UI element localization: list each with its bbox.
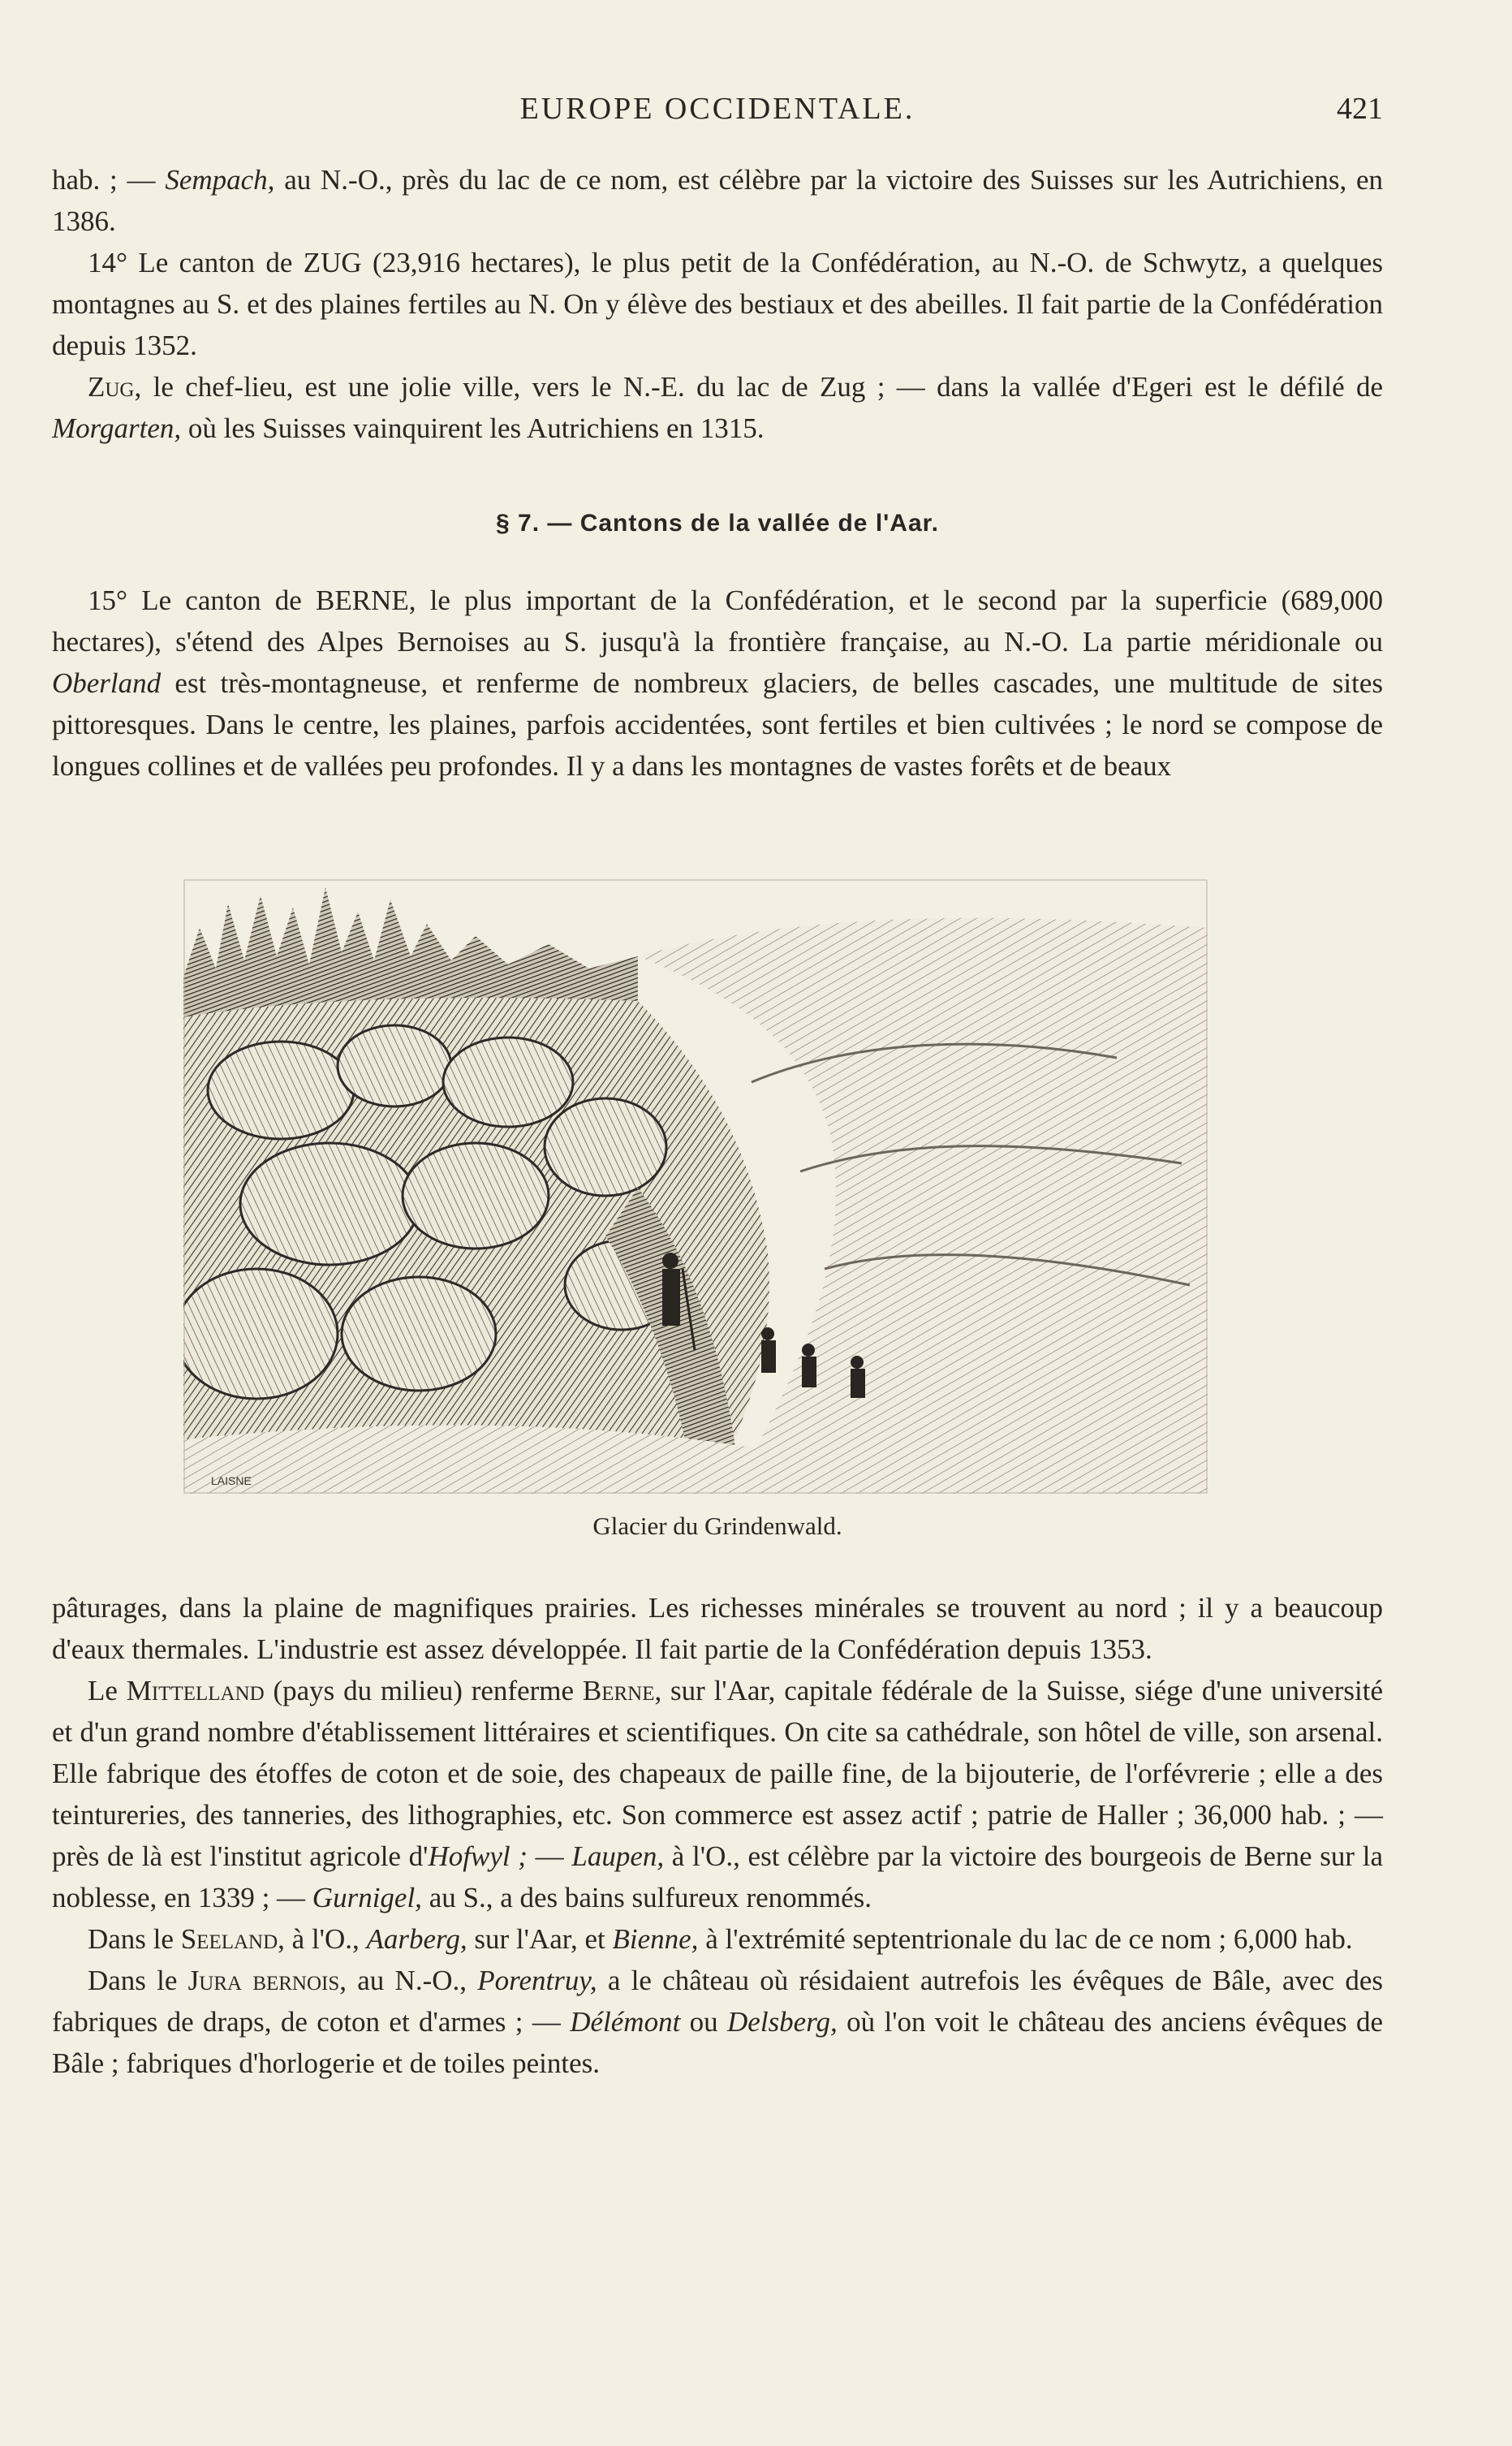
place-name-bienne: Bienne, <box>612 1923 699 1955</box>
running-header <box>52 91 1383 140</box>
place-name-hofwyl: Hofwyl ; <box>428 1840 528 1872</box>
place-name-zug: Zug <box>88 371 135 403</box>
text-run: où l'on voit le château des anciens évêques de Bâle ; fabriques d'horlogerie et de toiles peintes. <box>52 2006 1384 2079</box>
engraver-signature: LAISNE <box>211 1474 252 1487</box>
text-run: Dans le <box>88 1923 181 1955</box>
region-name-jura-bernois: Jura bernois <box>187 1965 340 1996</box>
text-run: est très-montagneuse, et renferme de nombreux glaciers, de belles cascades, une multitude de sites pittoresques. Dans le centre, les plaines, parfois accidentées, sont fertiles et bien cultivées ; le nord se compose de longues collines et de vallées peu profondes. Il y a dans les montagnes de vastes forêts et de beaux <box>52 667 1383 782</box>
place-name-berne: Berne <box>582 1675 655 1706</box>
text-block-berne <box>52 580 1383 787</box>
text-run: — <box>527 1840 572 1872</box>
text-run: a le château où résidaient autrefois les évêques de Bâle, avec des fabriques de draps, de coton et d'armes ; — <box>52 1965 1383 2038</box>
place-name-aarberg: Aarberg, <box>366 1923 467 1955</box>
text-run: à l'extrémité septentrionale du lac de ce nom ; 6,000 hab. <box>698 1923 1353 1955</box>
text-run: hab. ; — <box>52 164 166 196</box>
paragraph-jura-bernois <box>52 1960 1383 2084</box>
text-run: 15° Le canton de BERNE, le plus important de la Confédération, et le second par la superficie (689,000 hectares), s'étend des Alpes Bernoises au S. jusqu'à la frontière française, au N.-O. La partie méridionale ou <box>52 585 1383 658</box>
text-block-bottom <box>52 1587 1383 2084</box>
page-number: 421 <box>1337 92 1383 126</box>
figure-caption: Glacier du Grindenwald. <box>592 1512 842 1540</box>
place-name-delsberg: Delsberg, <box>727 2006 838 2038</box>
running-title: EUROPE OCCIDENTALE. <box>519 92 915 126</box>
text-run: où les Suisses vainquirent les Autrichiens en 1315. <box>181 412 765 444</box>
text-run: à l'O., est célèbre par la victoire des bourgeois de Berne sur la noblesse, en 1339 ; — <box>52 1840 1384 1913</box>
text-run: Le <box>88 1675 127 1706</box>
text-run: ou <box>680 2006 728 2038</box>
text-run: sur l'Aar, et <box>467 1923 613 1955</box>
paragraph-sempach <box>52 159 1383 242</box>
place-name-laupen: Laupen, <box>571 1840 665 1872</box>
text-run: , au N.-O., <box>339 1965 478 1996</box>
paragraph-zug-city <box>52 366 1383 449</box>
region-name-mittelland: Mittelland <box>126 1675 265 1706</box>
text-run: , sur l'Aar, capitale fédérale de la Suisse, siége d'une université et d'un grand nombre d'établissement littéraires et scientifiques. On cite sa cathédrale, son hôtel de ville, son arsenal. Elle fabrique des étoffes de coton et de soie, des chapeaux de paille fine, de la bijouterie, de l'orfévrerie ; elle a des teintureries, des tanneries, des lithographies, etc. Son commerce est assez actif ; patrie de Haller ; 36,000 hab. ; — près de là est l'institut agricole d' <box>52 1675 1384 1872</box>
text-run: au S., a des bains sulfureux renommés. <box>421 1882 872 1913</box>
text-run: au N.-O., près du lac de ce nom, est célèbre par la victoire des Suisses sur les Autrichiens, en 1386. <box>52 164 1383 237</box>
place-name-oberland: Oberland <box>52 667 162 699</box>
text-run: , à l'O., <box>278 1923 367 1955</box>
paragraph-mittelland <box>52 1670 1383 1918</box>
place-name-porentruy: Porentruy, <box>477 1965 597 1996</box>
region-name-seeland: Seeland <box>180 1923 278 1955</box>
paragraph-berne <box>52 580 1383 787</box>
paragraph-seeland <box>52 1918 1383 1960</box>
engraving-scene <box>183 879 1208 1494</box>
place-name-delemont: Délémont <box>570 2006 681 2038</box>
text-run: , le chef-lieu, est une jolie ville, vers le N.-E. du lac de Zug ; — dans la vallée d'Egeri est le défilé de <box>134 371 1383 403</box>
text-run: (pays du milieu) renferme <box>264 1675 583 1706</box>
paragraph-paturages: pâturages, dans la plaine de magnifiques prairies. Les richesses minérales se trouvent au nord ; il y a beaucoup d'eaux thermales. L'industrie est assez développée. Il fait partie de la Confédération depuis 1353. <box>52 1592 1383 1665</box>
place-name-sempach: Sempach, <box>165 164 275 196</box>
place-name-gurnigel: Gurnigel, <box>312 1882 422 1913</box>
place-name-morgarten: Morgarten, <box>52 412 182 444</box>
paragraph-zug: 14° Le canton de ZUG (23,916 hectares), le plus petit de la Confédération, au N.-O. de Schwytz, a quelques montagnes au S. et des plaines fertiles au N. On y élève des bestiaux et des abeilles. Il fait partie de la Confédération depuis 1352. <box>52 247 1383 361</box>
text-run: Dans le <box>88 1965 188 1996</box>
section-heading: § 7. — Cantons de la vallée de l'Aar. <box>495 510 939 537</box>
text-block-top <box>52 159 1383 449</box>
engraving-glacier <box>183 879 1208 1494</box>
